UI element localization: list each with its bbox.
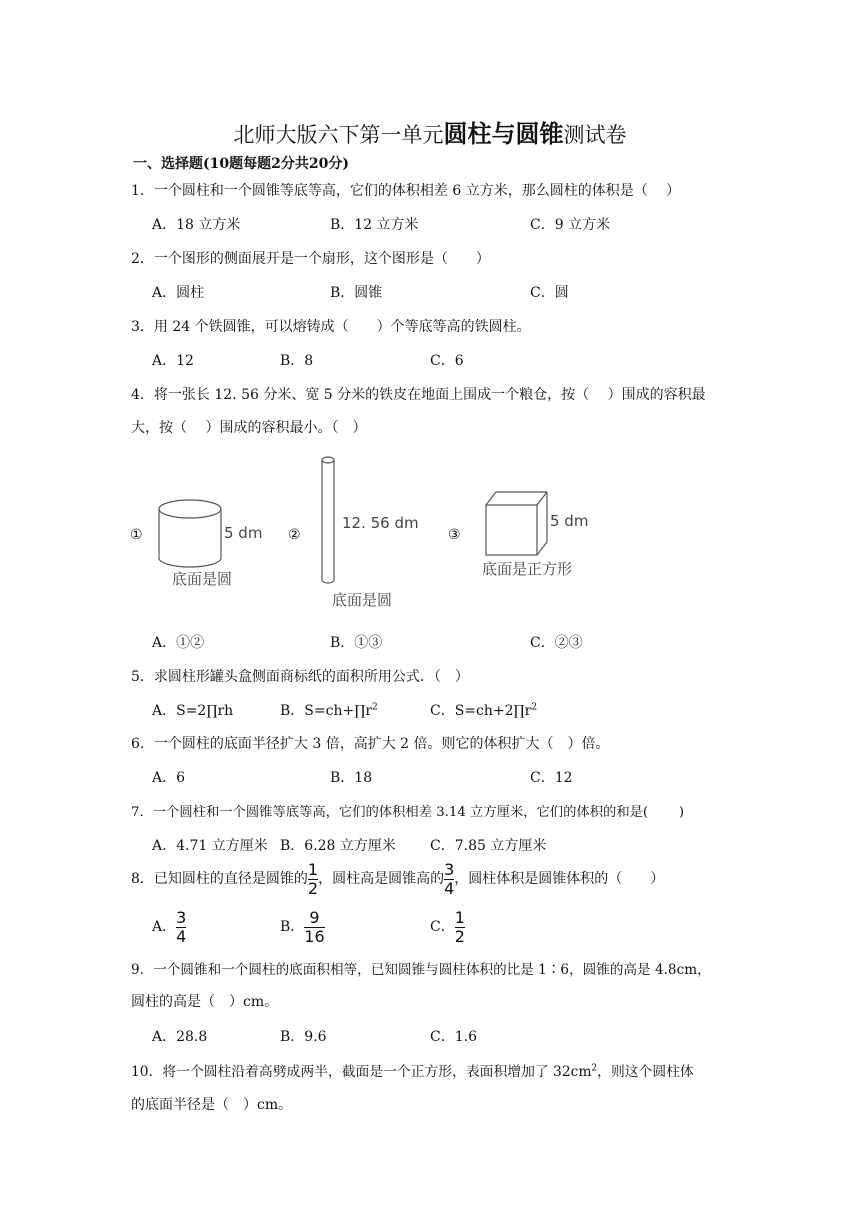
cylinder-figure [159, 500, 221, 567]
q4-figure [120, 448, 620, 623]
question-5: 5．求圆柱形罐头盒侧面商标纸的面积所用公式．（ ） [131, 669, 469, 685]
q3-option-b[interactable]: B．8 [280, 353, 314, 369]
question-4-line1: 4．将一张长 12. 56 分米、宽 5 分米的铁皮在地面上围成一个粮仓，按（ ）围成的容积最 [131, 387, 706, 403]
fraction-one-half: $\frac{1}{2}$ [307, 859, 319, 898]
figure-label-2: ② [288, 527, 301, 543]
q8-option-b[interactable]: B． $\frac{9}{16}$ [280, 907, 325, 946]
question-8: 8．已知圆柱的直径是圆锥的 $\frac{1}{2}$ ，圆柱高是圆锥高的 $\frac{3}{4}$ ，圆柱体积是圆锥体积的（ ） [131, 859, 665, 898]
q4-option-b[interactable]: B．①③ [330, 635, 383, 651]
q9-option-b[interactable]: B．9.6 [280, 1029, 327, 1045]
q6-option-b[interactable]: B．18 [330, 770, 373, 786]
q1-option-b[interactable]: B．12 立方米 [330, 217, 419, 233]
q1-option-c[interactable]: C．9 立方米 [530, 217, 611, 233]
tall-cylinder-figure [322, 457, 334, 583]
tall-cylinder-caption: 底面是圆 [332, 591, 393, 609]
q6-option-a[interactable]: A．6 [152, 770, 186, 786]
question-10-line1: 10．将一个圆柱沿着高劈成两半，截面是一个正方形，表面积增加了 $32cm^2$，则这个圆柱体 [131, 1063, 694, 1080]
question-9-line2: 圆柱的高是（ ）cm。 [131, 994, 279, 1010]
q9-option-c[interactable]: C．1.6 [430, 1029, 477, 1045]
q2-option-b[interactable]: B．圆锥 [330, 285, 383, 301]
q8-option-a[interactable]: A． $\frac{3}{4}$ [152, 907, 187, 946]
figure-label-1: ① [130, 527, 143, 543]
question-6: 6．一个圆柱的底面半径扩大 3 倍，高扩大 2 倍。则它的体积扩大（ ）倍。 [131, 736, 610, 752]
q7-option-a[interactable]: A．4.71 立方厘米 [152, 838, 268, 854]
question-2: 2．一个图形的侧面展开是一个扇形，这个图形是（ ） [131, 251, 490, 267]
section-heading: 一、选择题(10题每题2分共20分) [133, 156, 349, 172]
fraction-three-quarters: $\frac{3}{4}$ [444, 859, 455, 898]
cube-caption: 底面是正方形 [482, 560, 573, 578]
question-9-line1: 9．一个圆锥和一个圆柱的底面积相等，已知圆锥与圆柱体积的比是 1∶6，圆锥的高是 4.8cm， [131, 962, 711, 978]
q5-option-a[interactable]: A．S=2∏rh [152, 703, 234, 719]
q4-option-c[interactable]: C．②③ [530, 635, 583, 651]
q9-option-a[interactable]: A．28.8 [152, 1029, 208, 1045]
tall-cylinder-height-label: 12. 56 dm [342, 514, 419, 532]
question-7: 7．一个圆柱和一个圆锥等底等高，它们的体积相差 3.14 立方厘米，它们的体积的和是( ) [131, 805, 685, 820]
q3-option-c[interactable]: C．6 [430, 353, 464, 369]
q2-option-a[interactable]: A．圆柱 [152, 285, 205, 301]
q5-option-b[interactable]: B．$S=ch+\prod r^2$ [280, 702, 378, 719]
q8-option-c[interactable]: C． $\frac{1}{2}$ [430, 907, 465, 946]
q5-option-c[interactable]: C．$S=ch+2\prod r^2$ [430, 702, 538, 719]
q3-option-a[interactable]: A．12 [152, 353, 194, 369]
question-3: 3．用 24 个铁圆锥，可以熔铸成（ ）个等底等高的铁圆柱。 [131, 319, 531, 335]
question-1: 1．一个圆柱和一个圆锥等底等高，它们的体积相差 6 立方米，那么圆柱的体积是（ ） [131, 183, 681, 199]
q2-option-c[interactable]: C．圆 [530, 285, 569, 301]
cube-height-label: 5 dm [550, 512, 589, 530]
q1-option-a[interactable]: A．18 立方米 [152, 217, 241, 233]
q7-option-b[interactable]: B．6.28 立方厘米 [280, 838, 396, 854]
question-4-line2: 大，按（ ）围成的容积最小。（ ） [131, 420, 367, 436]
q7-option-c[interactable]: C．7.85 立方厘米 [430, 838, 547, 854]
q4-option-a[interactable]: A．①② [152, 635, 205, 651]
question-10-line2: 的底面半径是（ ）cm。 [131, 1097, 293, 1113]
cube-figure [486, 492, 547, 555]
cylinder-caption: 底面是圆 [172, 570, 233, 588]
cylinder-height-label: 5 dm [224, 524, 263, 542]
q6-option-c[interactable]: C．12 [530, 770, 573, 786]
figure-label-3: ③ [448, 527, 461, 543]
page-title: 北师大版六下第一单元圆柱与圆锥测试卷 [233, 120, 627, 148]
